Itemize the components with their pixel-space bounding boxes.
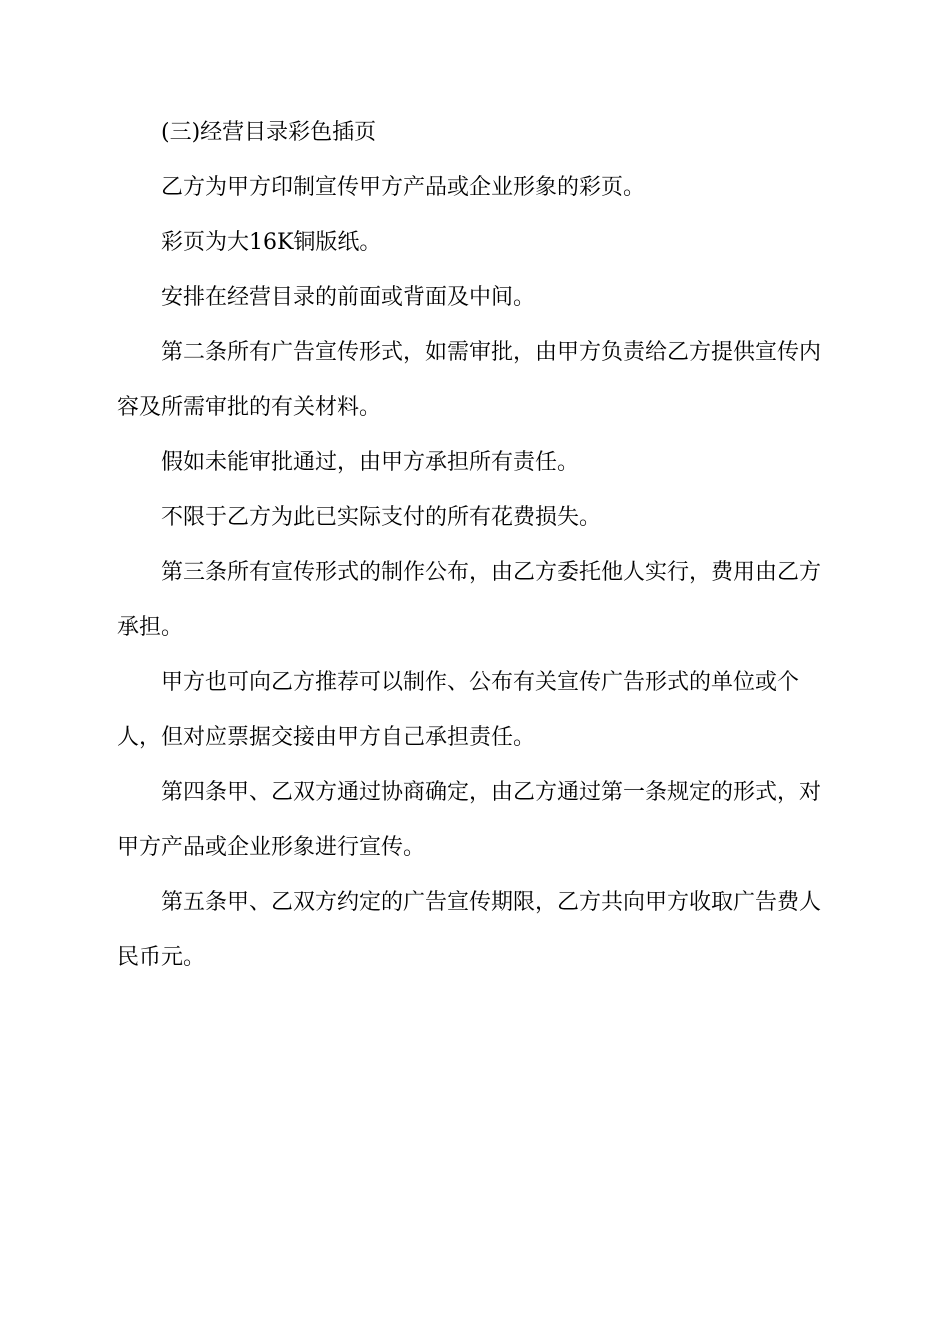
paragraph-article-2: 第二条所有广告宣传形式，如需审批，由甲方负责给乙方提供宣传内容及所需审批的有关材料。 <box>117 340 822 420</box>
paragraph-placement: 安排在经营目录的前面或背面及中间。 <box>161 285 536 310</box>
paragraph-article-4: 第四条甲、乙双方通过协商确定，由乙方通过第一条规定的形式，对甲方产品或企业形象进行宣传。 <box>117 780 822 860</box>
document-body <box>117 105 833 985</box>
paragraph-costs: 不限于乙方为此已实际支付的所有花费损失。 <box>161 505 602 530</box>
paragraph-color-pages: 乙方为甲方印制宣传甲方产品或企业形象的彩页。 <box>161 175 646 200</box>
paragraph-section-3-title: (三)经营目录彩色插页 <box>161 120 377 145</box>
paragraph-approval-failure: 假如未能审批通过，由甲方承担所有责任。 <box>161 450 580 475</box>
paragraph-recommendation: 甲方也可向乙方推荐可以制作、公布有关宣传广告形式的单位或个人，但对应票据交接由甲方自己承担责任。 <box>117 670 800 750</box>
paragraph-article-3: 第三条所有宣传形式的制作公布，由乙方委托他人实行，费用由乙方承担。 <box>117 560 822 640</box>
paragraph-paper-spec: 彩页为大16K铜版纸。 <box>161 230 382 255</box>
paragraph-article-5: 第五条甲、乙双方约定的广告宣传期限，乙方共向甲方收取广告费人民币元。 <box>117 890 822 970</box>
